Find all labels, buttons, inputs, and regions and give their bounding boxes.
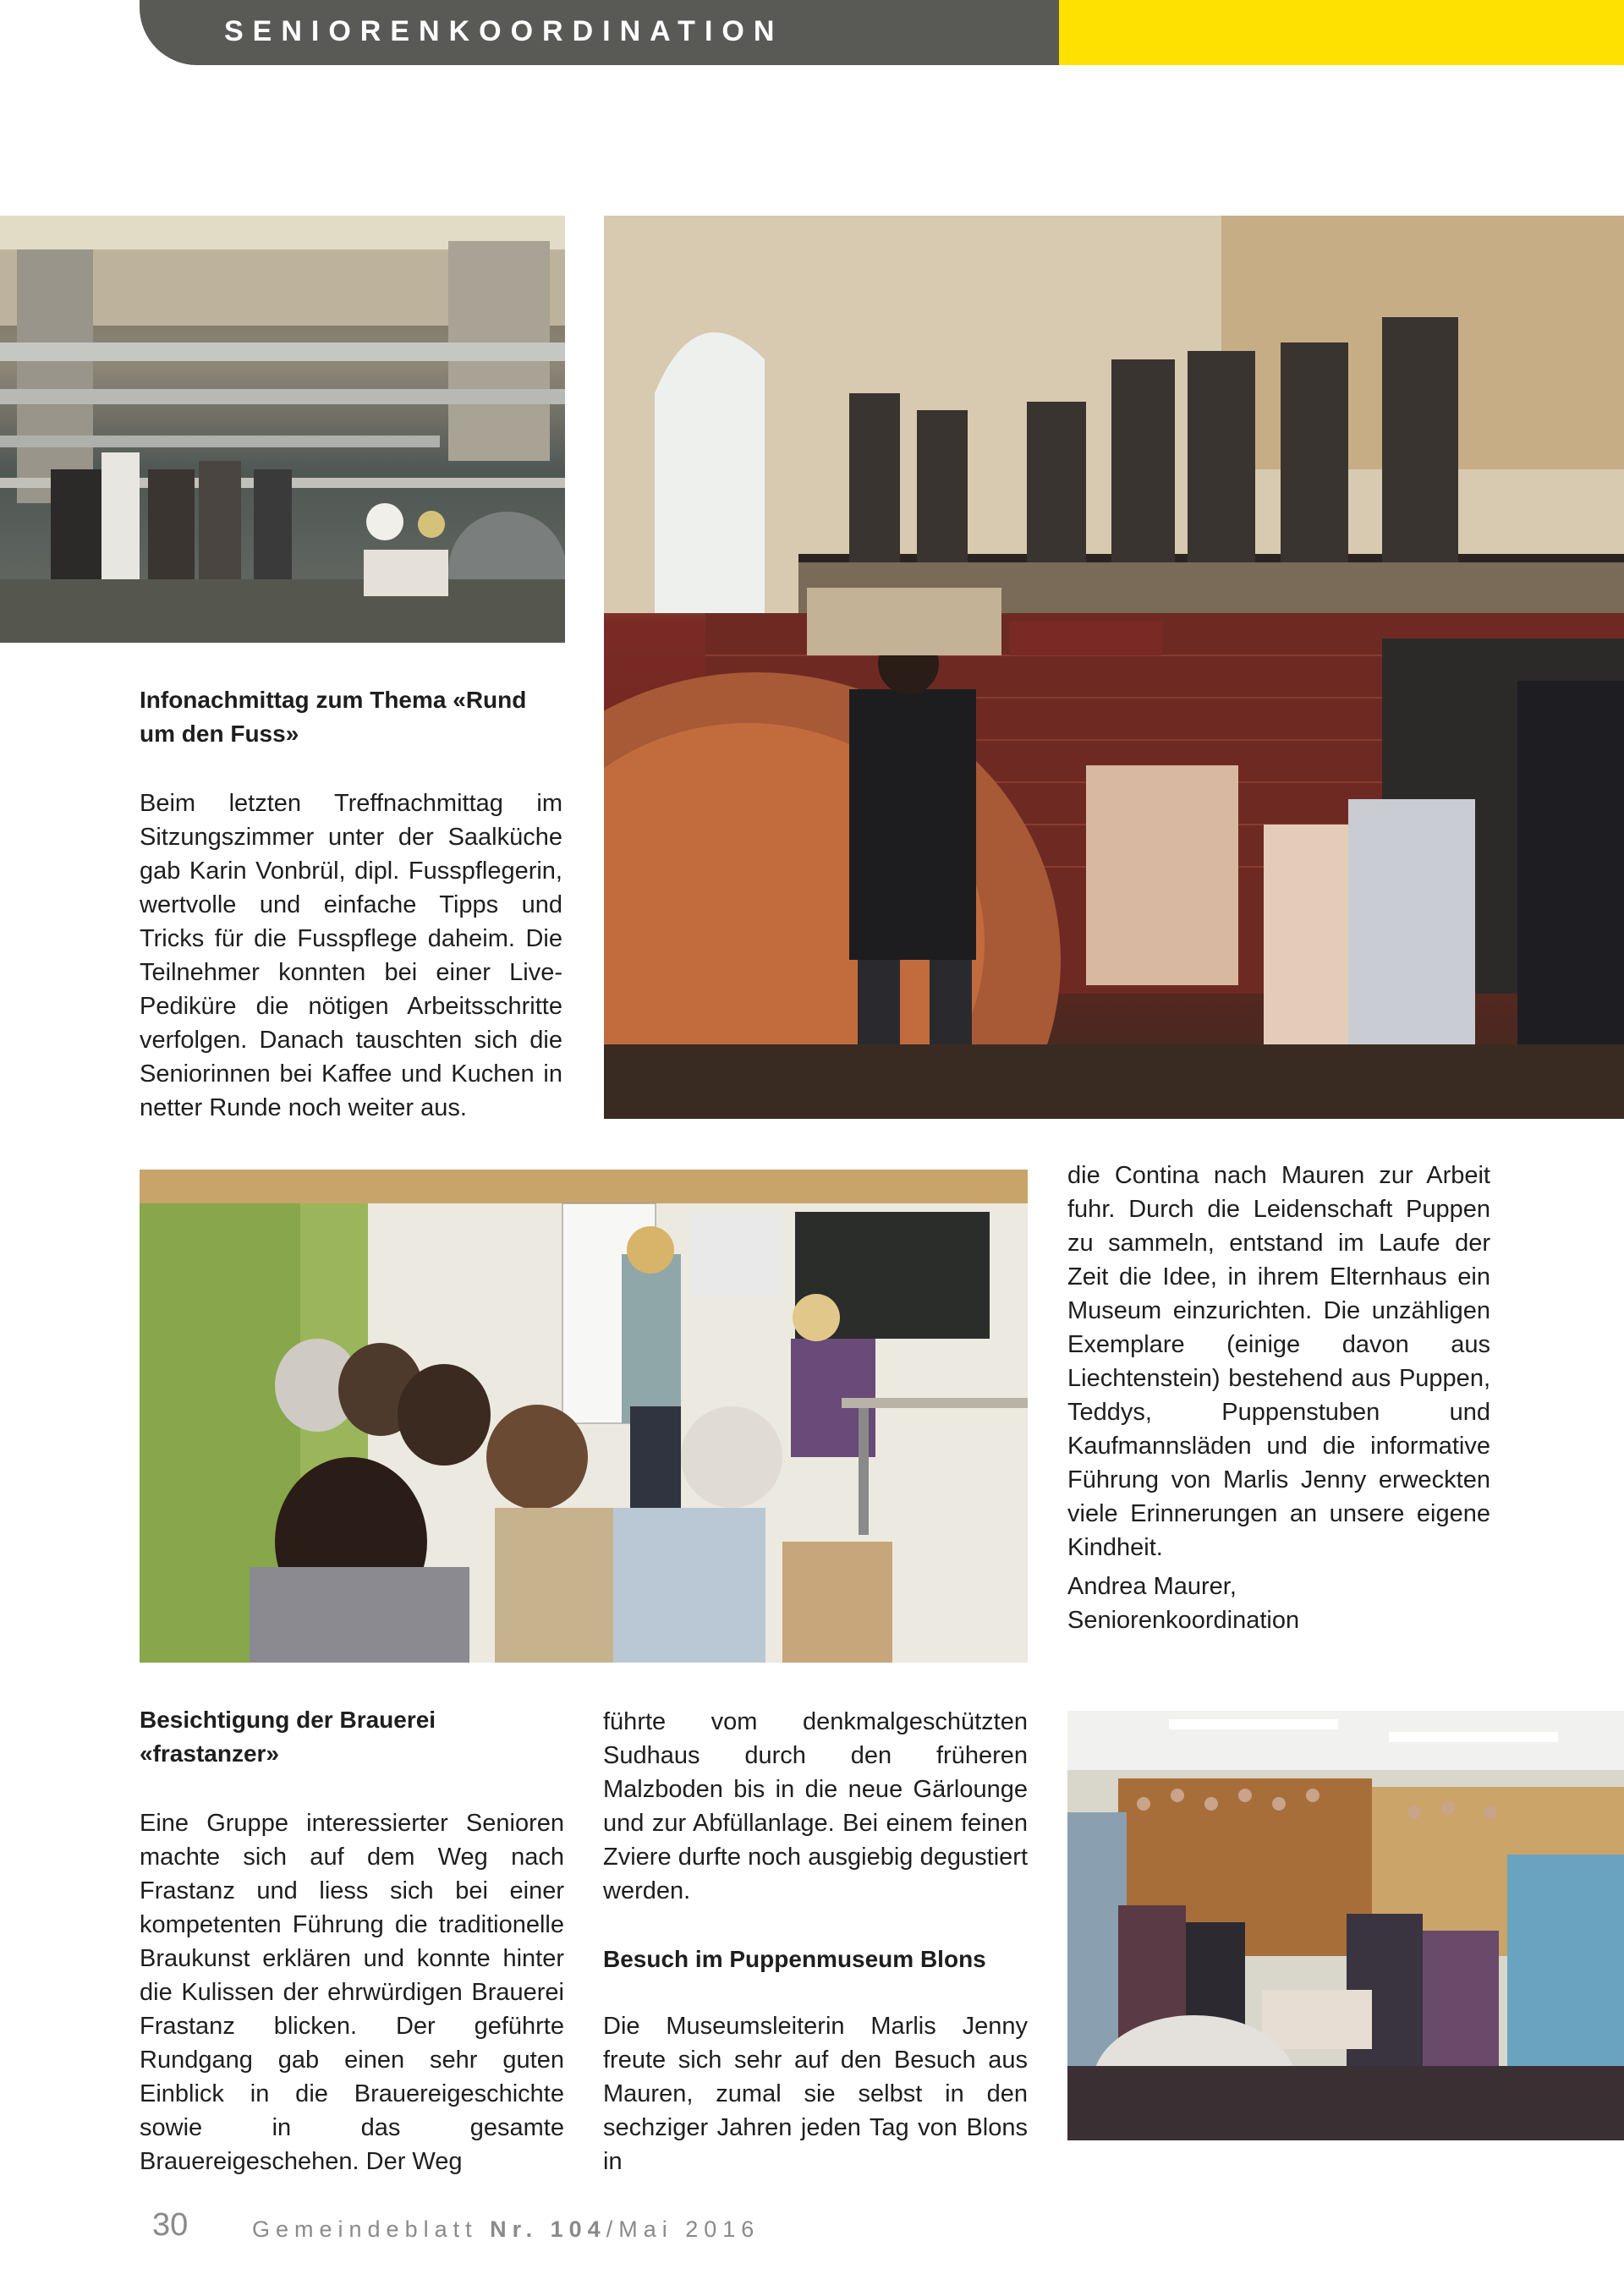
heading-footcare: Infonachmittag zum Thema «Rund um den Fuss» [140,687,527,747]
author-role: Seniorenkoordination [1067,1607,1300,1634]
section-title: SENIORENKOORDINATION [224,15,784,47]
body-museum: Die Museumsleiterin Marlis Jenny freute sich sehr auf den Besuch aus Mauren, zumal sie selbst in den sechziger Jahren jeden Tag von Blons in [603,2013,1028,2175]
page-number: 30 [152,2207,189,2243]
body-brewery-col1: Eine Gruppe interessierter Senioren machte sich auf dem Weg nach Frastanz und liess sich bei einer kompetenten Führung die traditionelle Braukunst erklären und konnte hinter die Kulissen der ehrwürdigen Brauerei Frastanz blicken. Der geführte Rundgang gab einen sehr guten Einblick in die Brauereigeschichte sowie in das gesamte Brauereigeschehen. Der Weg [140,1810,564,2175]
photo-pump-room [0,216,565,643]
issue-number: Nr. 104 [490,2217,606,2242]
body-museum-continued: die Contina nach Mauren zur Arbeit fuhr. Durch die Leidenschaft Puppen zu sammeln, entstand im Laufe der Zeit die Idee, in ihrem Elternhaus ein Museum einzurichten. Die unzähligen Exemplare (einige davon aus Liechtenstein) bestehend aus Puppen, Teddys, Puppenstuben und Kaufmannsläden und die informative Führung von Marlis Jenny erweckten viele Erinnerungen an unsere eigene Kindheit. [1067,1162,1490,1561]
body-brewery-col2: führte vom denkmalgeschützten Sudhaus durch den früheren Malzboden bis in die neue Gärlounge und zur Abfüllanlage. Bei einem feinen Zviere durfte noch ausgiebig degustiert werden. [603,1708,1028,1904]
heading-brewery: Besichtigung der Brauerei «frastanzer» [140,1707,436,1767]
header-accent [1059,0,1624,65]
issue-date: /Mai 2016 [606,2217,760,2242]
heading-museum: Besuch im Puppenmuseum Blons [603,1946,986,1972]
publication-name: Gemeindeblatt [252,2217,478,2242]
photo-brewery-tour [604,216,1624,1119]
photo-doll-museum [1067,1711,1624,2140]
header-band [140,0,1059,65]
photo-footcare-session [140,1170,1028,1663]
author-name: Andrea Maurer, [1067,1573,1237,1600]
body-footcare: Beim letzten Treffnachmittag im Sitzungszimmer unter der Saalküche gab Karin Vonbrül, dipl. Fusspflegerin, wertvolle und einfache Tipps und Tricks für die Fusspflege daheim. Die Teilnehmer konnten bei einer Live-Pediküre die nötigen Arbeitsschritte verfolgen. Danach tauschten sich die Seniorinnen bei Kaffee und Kuchen in netter Runde noch weiter aus. [140,790,562,1121]
footer-publication [252,2217,760,2243]
